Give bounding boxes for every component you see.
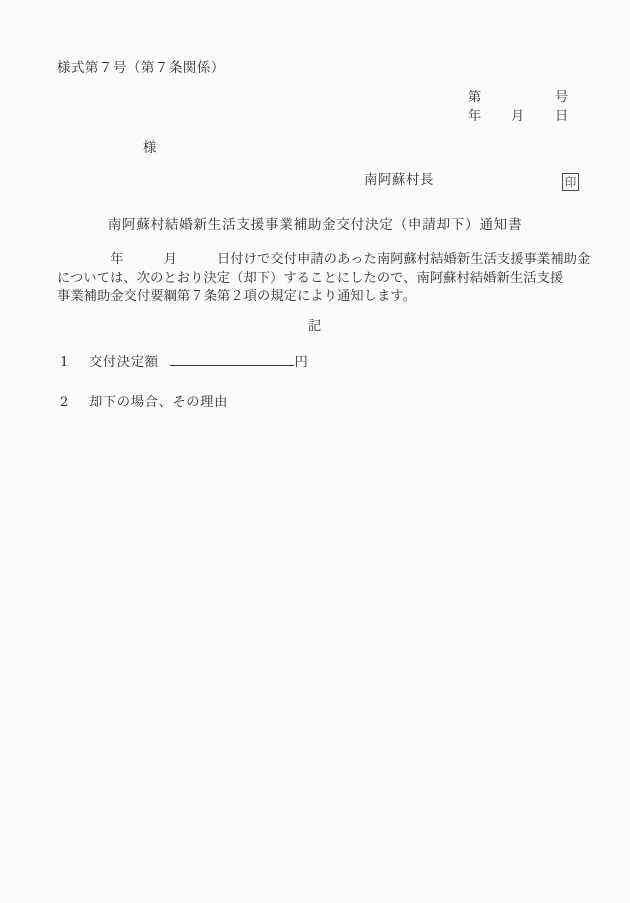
month-label: 月 <box>511 109 525 124</box>
year-label: 年 <box>468 109 482 124</box>
body-line: については、次のとおり決定（却下）することにしたので、南阿蘇村結婚新生活支援 <box>57 270 564 286</box>
issuer-name: 南阿蘇村長 <box>364 173 434 188</box>
item-label: 交付決定額 <box>89 355 159 370</box>
addressee-honorific: 様 <box>143 141 157 156</box>
body-paragraph <box>57 251 591 307</box>
document-number-suffix: 号 <box>555 90 569 105</box>
list-item <box>60 396 228 409</box>
document-date-row <box>462 110 592 129</box>
amount-blank-field[interactable] <box>170 352 294 366</box>
seal-stamp-icon: 印 <box>562 173 579 191</box>
body-line: 事業補助金交付要綱第７条第２項の規定により通知します。 <box>57 289 417 305</box>
form-number: 様式第７号（第７条関係） <box>57 61 225 76</box>
issuer-row <box>364 173 579 195</box>
item-label: 却下の場合、その理由 <box>89 395 228 410</box>
document-number-row <box>462 91 592 110</box>
ki-marker: 記 <box>308 319 322 334</box>
document-number-label: 第 <box>468 90 482 105</box>
body-line: 年 月 日付けで交付申請のあった南阿蘇村結婚新生活支援事業補助金 <box>57 252 591 267</box>
item-number: 1 <box>60 355 70 370</box>
item-number: 2 <box>60 395 70 410</box>
document-meta-block <box>462 91 592 129</box>
day-label: 日 <box>555 109 569 124</box>
currency-unit-label: 円 <box>294 355 309 370</box>
page-title: 南阿蘇村結婚新生活支援事業補助金交付決定（申請却下）通知書 <box>107 217 523 233</box>
list-item <box>60 352 308 369</box>
